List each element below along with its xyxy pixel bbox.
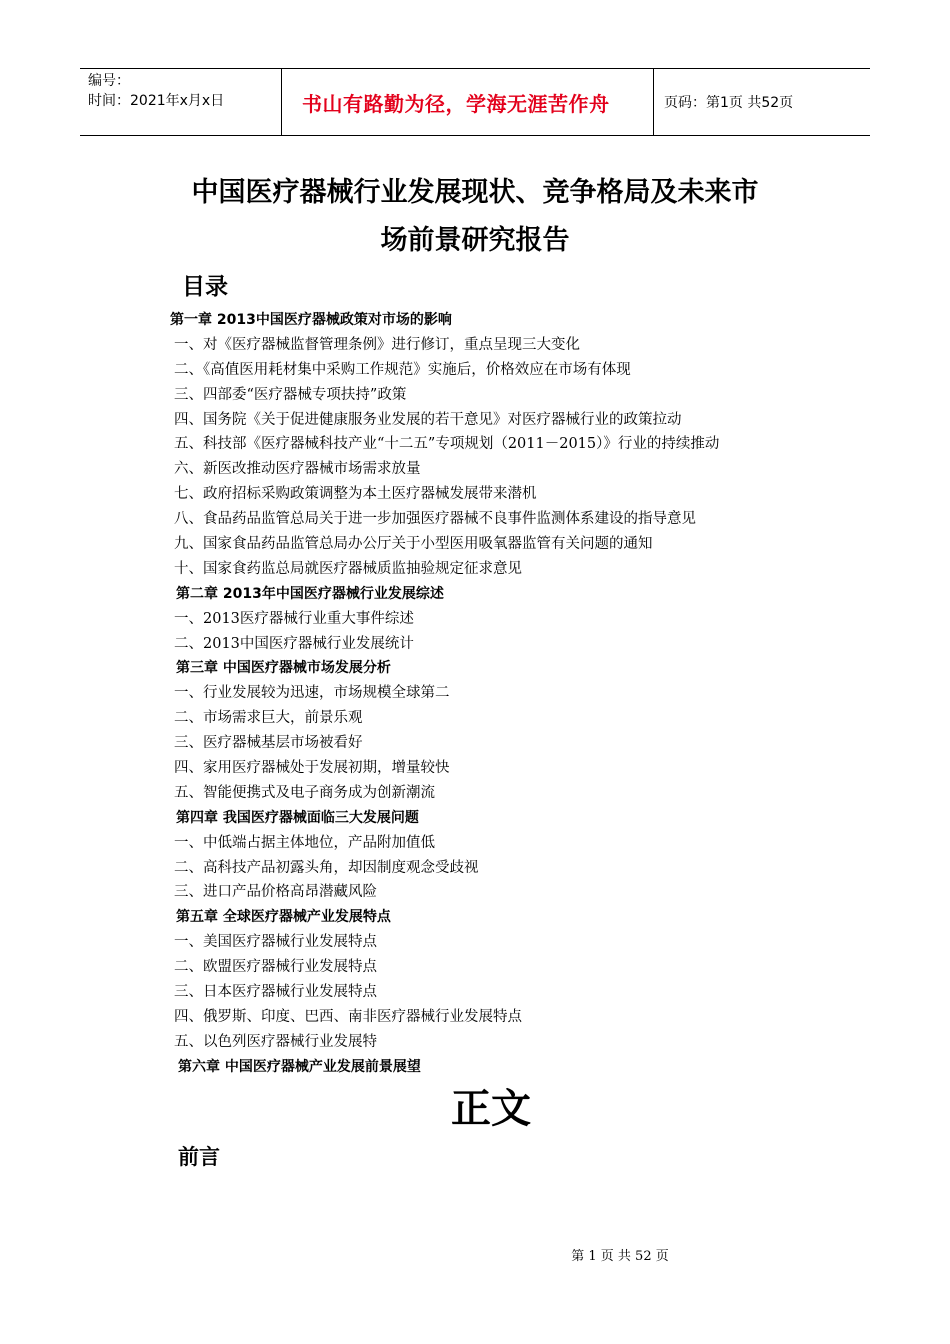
toc-chapter[interactable]: 第三章 中国医疗器械市场发展分析 (176, 660, 391, 677)
toc-item[interactable]: 三、四部委“医疗器械专项扶持”政策 (174, 386, 407, 403)
toc-item[interactable]: 三、医疗器械基层市场被看好 (174, 735, 363, 752)
toc-chapter[interactable]: 第五章 全球医疗器械产业发展特点 (176, 909, 391, 926)
toc-item[interactable]: 一、2013医疗器械行业重大事件综述 (174, 610, 414, 627)
document-time-label: 时间：2021年x月x日 (88, 93, 225, 109)
toc-item[interactable]: 四、俄罗斯、印度、巴西、南非医疗器械行业发展特点 (174, 1008, 522, 1025)
document-title-line-1: 中国医疗器械行业发展现状、竞争格局及未来市 (191, 177, 759, 208)
toc-item[interactable]: 三、进口产品价格高昂潜藏风险 (174, 884, 377, 901)
toc-item[interactable]: 三、日本医疗器械行业发展特点 (174, 984, 377, 1001)
toc-item[interactable]: 二、《高值医用耗材集中采购工作规范》实施后，价格效应在市场有体现 (174, 361, 631, 378)
header-meta-cell (80, 69, 281, 135)
toc-heading: 目录 (182, 274, 228, 300)
preface-heading: 前言 (178, 1145, 220, 1169)
table-of-contents (170, 308, 870, 1080)
toc-item[interactable]: 十、国家食药监总局就医疗器械质监抽验规定征求意见 (174, 560, 522, 577)
toc-item[interactable]: 一、行业发展较为迅速，市场规模全球第二 (174, 685, 450, 702)
document-title-line-2: 场前景研究报告 (380, 225, 570, 256)
document-number-label: 编号： (88, 73, 130, 89)
toc-item[interactable]: 六、新医改推动医疗器械市场需求放量 (174, 461, 421, 478)
toc-item[interactable]: 九、国家食品药品监管总局办公厅关于小型医用吸氧器监管有关问题的通知 (174, 536, 653, 553)
toc-item[interactable]: 四、家用医疗器械处于发展初期，增量较快 (174, 760, 450, 777)
toc-chapter[interactable]: 第二章 2013年中国医疗器械行业发展综述 (176, 585, 444, 602)
toc-item[interactable]: 五、科技部《医疗器械科技产业“十二五”专项规划（2011－2015）》行业的持续推动 (174, 436, 720, 453)
toc-item[interactable]: 二、欧盟医疗器械行业发展特点 (174, 959, 377, 976)
toc-item[interactable]: 八、食品药品监管总局关于进一步加强医疗器械不良事件监测体系建设的指导意见 (174, 511, 696, 528)
toc-chapter[interactable]: 第六章 中国医疗器械产业发展前景展望 (178, 1058, 421, 1075)
toc-chapter[interactable]: 第四章 我国医疗器械面临三大发展问题 (176, 809, 419, 826)
toc-item[interactable]: 二、2013中国医疗器械行业发展统计 (174, 635, 414, 652)
header-page-number: 页码：第1页 共52页 (664, 95, 794, 111)
page-footer: 第 1 页 共 52 页 (571, 1249, 669, 1264)
toc-item[interactable]: 四、国务院《关于促进健康服务业发展的若干意见》对医疗器械行业的政策拉动 (174, 411, 682, 428)
toc-item[interactable]: 一、美国医疗器械行业发展特点 (174, 934, 377, 951)
toc-item[interactable]: 七、政府招标采购政策调整为本土医疗器械发展带来潜机 (174, 486, 537, 503)
toc-item[interactable]: 一、中低端占据主体地位，产品附加值低 (174, 834, 435, 851)
main-body-heading: 正文 (451, 1086, 531, 1132)
toc-chapter[interactable]: 第一章 2013中国医疗器械政策对市场的影响 (170, 312, 452, 328)
page-header-table (80, 68, 870, 136)
toc-item[interactable]: 二、市场需求巨大，前景乐观 (174, 710, 363, 727)
toc-item[interactable]: 五、智能便携式及电子商务成为创新潮流 (174, 784, 435, 801)
toc-item[interactable]: 五、以色列医疗器械行业发展特 (174, 1033, 377, 1050)
toc-item[interactable]: 一、对《医疗器械监督管理条例》进行修订，重点呈现三大变化 (174, 336, 580, 353)
toc-item[interactable]: 二、高科技产品初露头角，却因制度观念受歧视 (174, 859, 479, 876)
header-motto: 书山有路勤为径，学海无涯苦作舟 (281, 69, 654, 135)
